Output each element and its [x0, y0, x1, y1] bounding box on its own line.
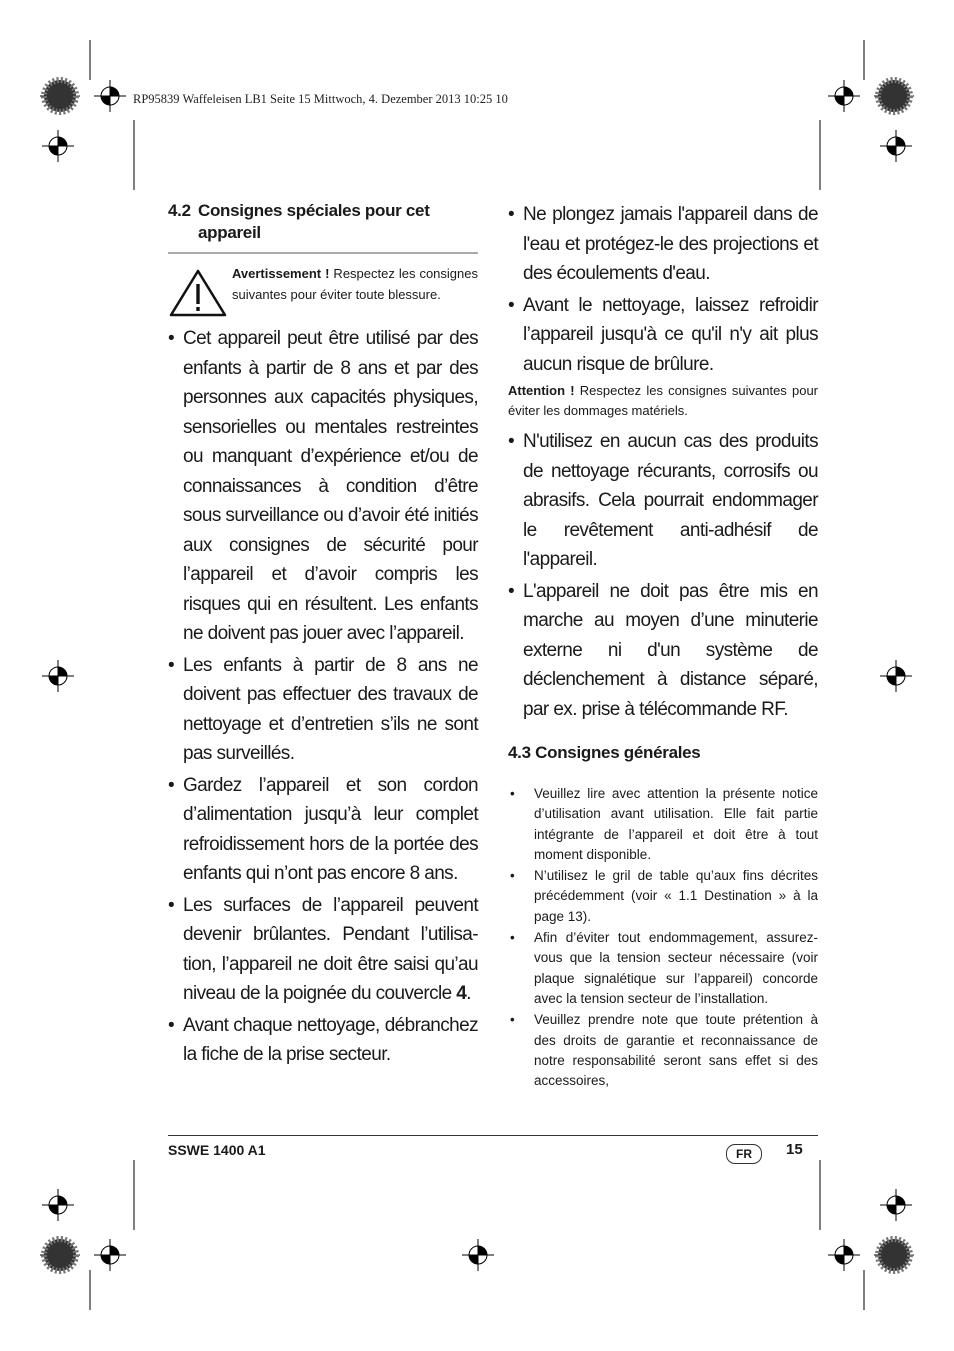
bullet: • [508, 294, 515, 316]
list-item-text: L'appareil ne doit pas être mis en marche au moyen d’une minuterie externe ni d'un système de déclenchement à distance séparé, par ex. prise à télécommande RF. [523, 580, 818, 720]
section-4-3-title: 4.3 Consignes générales [508, 743, 701, 762]
list-item-text: N’utilisez le gril de table qu’aux fins décrites précédemment (voir « 1.1 Destination » à la page 13). [534, 868, 818, 924]
footer-rule [168, 1135, 818, 1136]
list-item [168, 324, 478, 649]
handle-reference-suffix: . [466, 983, 471, 1004]
section-title-line2: appareil [198, 223, 261, 242]
list-item [168, 771, 478, 889]
list-item [508, 291, 818, 380]
bullet: • [168, 654, 175, 676]
page-number: 15 [786, 1141, 803, 1158]
print-slug-header: RP95839 Waffeleisen LB1 Seite 15 Mittwoch, 4. Dezember 2013 10:25 10 [133, 92, 508, 106]
list-item-text: N'utilisez en aucun cas des produits de nettoyage récurants, corrosifs ou abrasifs. Cela pourrait endommager le revêtement anti-adhésif de l'appareil. [523, 431, 818, 570]
warning-block [168, 264, 478, 318]
list-item-text: Cet appareil peut être utilisé par des enfants à partir de 8 ans et par des personnes aux capacités physiques, sensorielles ou mentales restreintes ou manquant d’expérience et/ou de connaissances à condition d’être sous surveillance ou d’avoir été initiés aux consignes de sécurité pour l’appareil et d’avoir compris les risques qui en résultent. Les enfants ne doivent pas jouer avec l’appareil. [183, 328, 478, 644]
list-item-text: Veuillez lire avec attention la présente notice d’utilisation avant utilisation. Elle fait partie intégrante de l’appareil et doit être à tout moment disponible. [534, 786, 818, 862]
attention-note [508, 381, 818, 421]
list-item [508, 866, 818, 927]
list-item-text: Avant chaque nettoyage, débranchez la fiche de la prise secteur. [183, 1014, 478, 1065]
attention-label: Attention ! [508, 383, 575, 398]
warning-label: Avertissement ! [232, 266, 330, 281]
bullet: • [168, 774, 175, 796]
list-item-text: Avant le nettoyage, laissez refroidir l’appareil jusqu'à ce qu'il n'y ait plus aucun risque de brûlure. [523, 294, 818, 375]
list-item-text: Gardez l’appareil et son cordon d’alimentation jusqu’à leur complet refroidissement hors de la portée des enfants qui n’ont pas encore 8 ans. [183, 774, 478, 884]
section-divider [168, 252, 478, 254]
bullet: • [508, 431, 515, 452]
list-item [508, 784, 818, 865]
list-item [168, 651, 478, 769]
bullet: • [168, 328, 175, 349]
section-4-2-title [168, 200, 478, 244]
bullet: • [168, 1014, 175, 1036]
list-item [508, 577, 818, 725]
list-item-text: Les enfants à partir de 8 ans ne doivent pas effectuer des travaux de nettoyage et d’entretien s’ils ne sont pas surveillés. [183, 654, 478, 764]
warning-triangle-icon [168, 268, 228, 318]
list-item-text: Afin d’éviter tout endommagement, assurez-vous que la tension secteur nécessaire (voir plaque signalétique sur l’appareil) concorde avec la tension secteur de l’installation. [534, 930, 818, 1006]
bullet: • [510, 786, 515, 801]
language-badge: FR [726, 1144, 762, 1164]
list-item-text: Les surfaces de l’appareil peuvent devenir brûlantes. Pendant l’utilisa-tion, l’appareil ne doit être saisi qu’au niveau de la poignée du couvercle [183, 894, 478, 1004]
list-item [168, 891, 478, 1009]
general-instructions-list [508, 784, 818, 1091]
bullet: • [510, 930, 515, 946]
safety-bullets-list [168, 324, 478, 1070]
list-item [508, 427, 818, 575]
list-item-text: Veuillez prendre note que toute prétention à des droits de garantie et reconnaissance de notre responsabilité seront sans effet si des accessoires, [534, 1012, 818, 1089]
material-damage-bullets-list [508, 427, 818, 724]
bullet: • [510, 868, 515, 884]
bullet: • [508, 204, 515, 225]
attention-body: Respectez les consignes suivantes pour éviter les dommages matériels. [508, 383, 819, 418]
warning-body: Respectez les consignes suivantes pour éviter toute blessure. [232, 266, 478, 302]
handle-reference-number: 4 [456, 983, 467, 1004]
section-number: 4.2 [168, 201, 191, 220]
bullet: • [168, 894, 175, 916]
left-column [168, 200, 478, 1072]
bullet: • [510, 1012, 515, 1028]
right-column [508, 200, 818, 1092]
list-item-text: Ne plongez jamais l'appareil dans de l'eau et protégez-le des projections et des écoulements d'eau. [523, 204, 818, 284]
list-item [508, 200, 818, 289]
safety-bullets-list-continued [508, 200, 818, 379]
bullet: • [508, 580, 515, 602]
list-item [508, 928, 818, 1009]
warning-text [232, 264, 478, 305]
footer-model-number: SSWE 1400 A1 [168, 1142, 266, 1158]
list-item [168, 1011, 478, 1070]
list-item [508, 1010, 818, 1091]
section-title-line1: Consignes spéciales pour cet [198, 201, 430, 220]
